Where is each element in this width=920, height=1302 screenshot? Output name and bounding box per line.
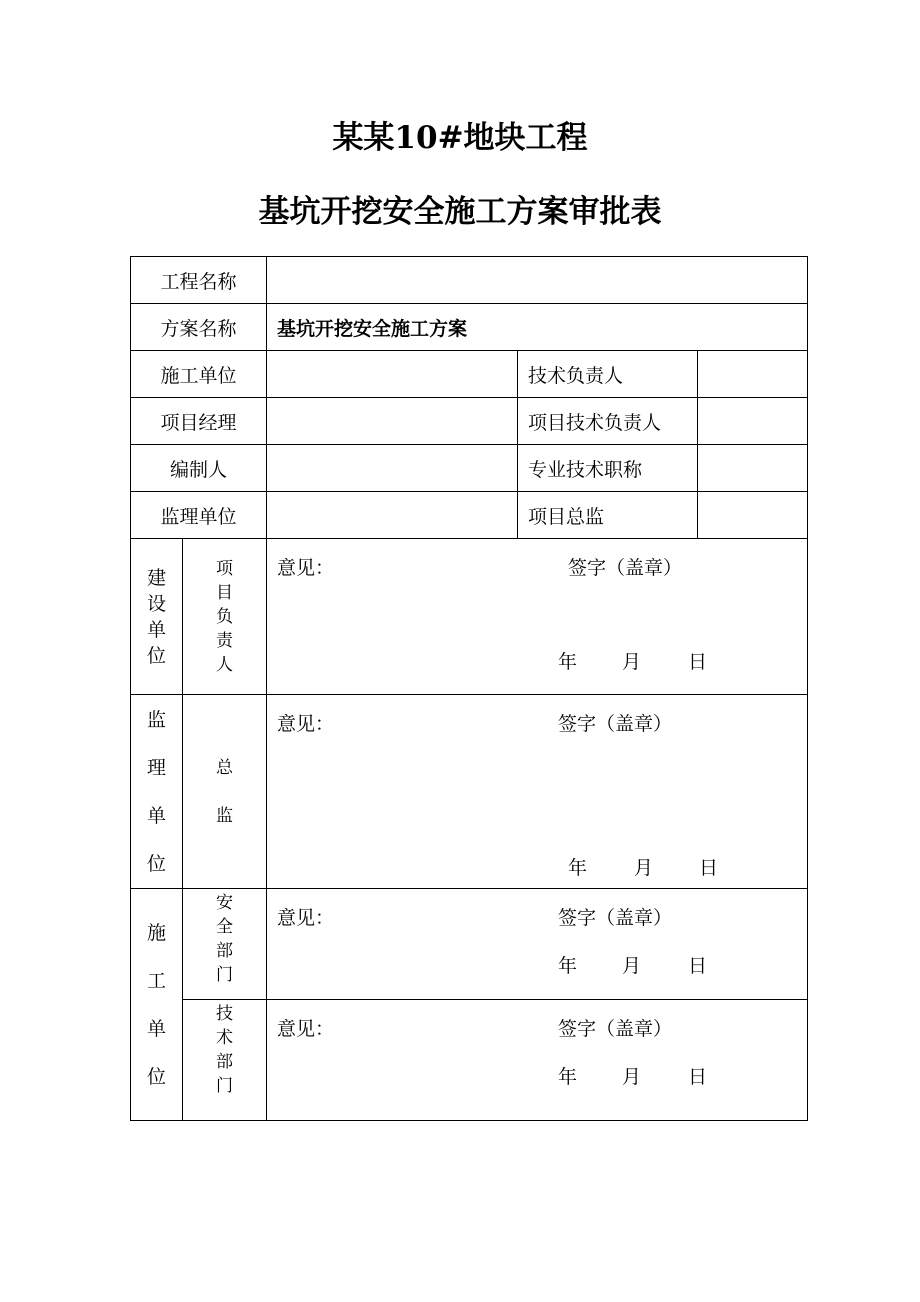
owner-role-label: 项 目 负 责 人 — [183, 539, 267, 695]
chief-supervisor-label: 项目总监 — [518, 492, 698, 539]
month-label: 月 — [622, 1066, 642, 1088]
project-name-label: 工程名称 — [131, 257, 267, 304]
supervisor-role-label: 总 监 — [183, 695, 267, 889]
document-subtitle: 基坑开挖安全施工方案审批表 — [258, 194, 662, 230]
project-manager-value[interactable] — [267, 398, 518, 445]
approval-table — [130, 256, 808, 1121]
row-project-name — [131, 257, 808, 304]
opinion-label: 意见： — [277, 1018, 335, 1040]
row-contractor-tech-approval — [131, 1000, 808, 1121]
contractor-unit-label: 施 工 单 位 — [131, 889, 183, 1121]
row-plan-name — [131, 304, 808, 351]
opinion-label: 意见： — [277, 557, 335, 579]
opinion-label: 意见： — [277, 713, 335, 735]
project-tech-lead-label: 项目技术负责人 — [518, 398, 698, 445]
professional-title-value[interactable] — [698, 445, 808, 492]
supervisor-unit-label: 监 理 单 位 — [131, 695, 183, 889]
day-label: 日 — [688, 1066, 708, 1088]
row-construction-unit — [131, 351, 808, 398]
project-name-value[interactable] — [267, 257, 808, 304]
supervision-unit-value[interactable] — [267, 492, 518, 539]
owner-unit-label: 建 设 单 位 — [131, 539, 183, 695]
professional-title-label: 专业技术职称 — [518, 445, 698, 492]
project-tech-lead-value[interactable] — [698, 398, 808, 445]
month-label: 月 — [622, 955, 642, 977]
safety-dept-label: 安 全 部 门 — [183, 889, 267, 1000]
plan-name-label: 方案名称 — [131, 304, 267, 351]
row-supervision-unit — [131, 492, 808, 539]
signature-label: 签字（盖章） — [558, 713, 673, 735]
year-label: 年 — [558, 1066, 578, 1088]
chief-supervisor-value[interactable] — [698, 492, 808, 539]
tech-opinion-cell[interactable] — [267, 1000, 808, 1121]
year-label: 年 — [558, 955, 578, 977]
document-title: 某某10#地块工程 — [332, 120, 588, 156]
month-label: 月 — [622, 651, 642, 673]
signature-label: 签字（盖章） — [568, 557, 683, 579]
signature-label: 签字（盖章） — [558, 1018, 673, 1040]
project-manager-label: 项目经理 — [131, 398, 267, 445]
owner-opinion-cell[interactable] — [267, 539, 808, 695]
construction-unit-value[interactable] — [267, 351, 518, 398]
tech-lead-label: 技术负责人 — [518, 351, 698, 398]
compiler-value[interactable] — [267, 445, 518, 492]
year-label: 年 — [558, 651, 578, 673]
month-label: 月 — [634, 857, 654, 879]
compiler-label: 编制人 — [131, 445, 267, 492]
supervision-unit-label: 监理单位 — [131, 492, 267, 539]
row-supervisor-approval — [131, 695, 808, 889]
year-label: 年 — [568, 857, 588, 879]
row-compiler — [131, 445, 808, 492]
supervisor-opinion-cell[interactable] — [267, 695, 808, 889]
construction-unit-label: 施工单位 — [131, 351, 267, 398]
opinion-label: 意见： — [277, 907, 335, 929]
tech-dept-label: 技 术 部 门 — [183, 1000, 267, 1121]
row-owner-approval — [131, 539, 808, 695]
day-label: 日 — [688, 651, 708, 673]
tech-lead-value[interactable] — [698, 351, 808, 398]
plan-name-value[interactable]: 基坑开挖安全施工方案 — [267, 304, 808, 351]
row-project-manager — [131, 398, 808, 445]
safety-opinion-cell[interactable] — [267, 889, 808, 1000]
row-contractor-safety-approval — [131, 889, 808, 1000]
day-label: 日 — [688, 955, 708, 977]
day-label: 日 — [699, 857, 719, 879]
signature-label: 签字（盖章） — [558, 907, 673, 929]
